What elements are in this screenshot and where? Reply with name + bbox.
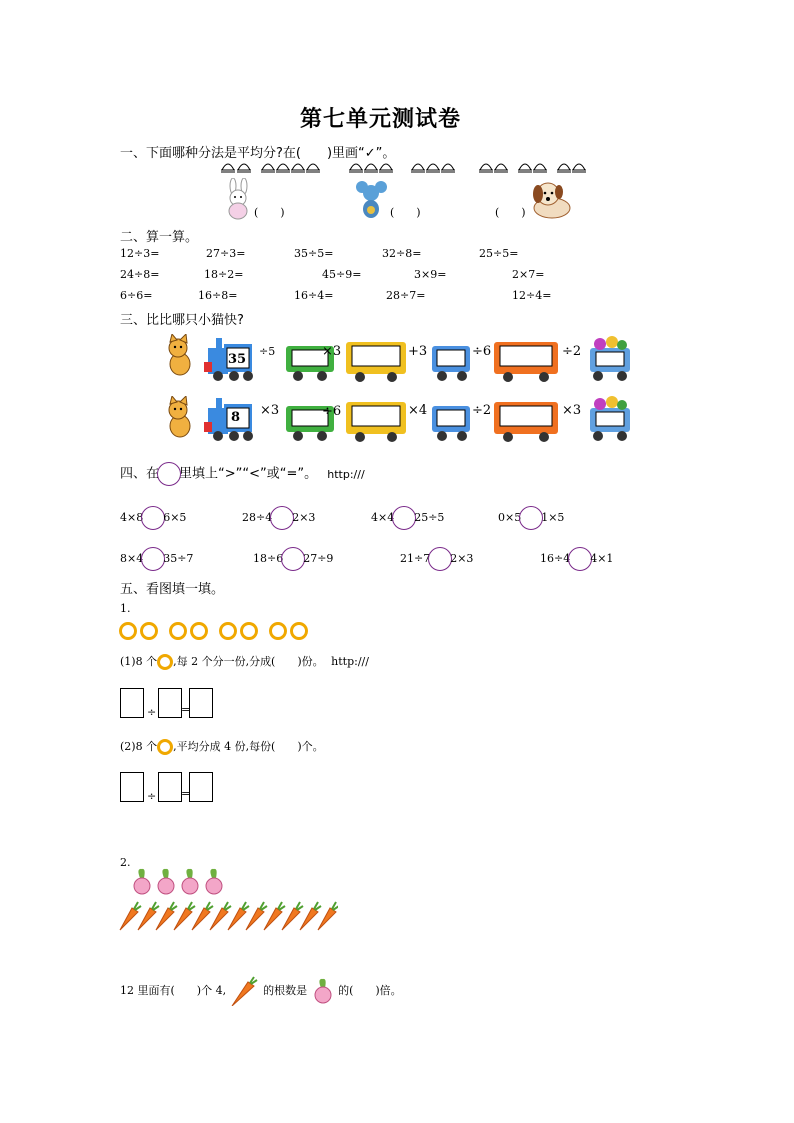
compare-item: 4×8 6×5 bbox=[120, 506, 186, 530]
compare-answer-circle[interactable] bbox=[270, 506, 294, 530]
answer-paren-3[interactable]: ( ) bbox=[495, 206, 526, 219]
compare-item: 28÷4 2×3 bbox=[242, 506, 315, 530]
cat-icon bbox=[160, 334, 200, 376]
train1-op: ÷5 bbox=[259, 345, 276, 358]
section1-heading: 一、下面哪种分法是平均分?在( )里画“✓”。 bbox=[120, 146, 396, 161]
train2-start-value: 8 bbox=[231, 410, 241, 425]
answer-box[interactable] bbox=[158, 772, 182, 802]
answer-box[interactable] bbox=[189, 688, 213, 718]
q1-part1: (1)8 个 ,每 2 个分一份,分成( )份。 http:/// bbox=[120, 655, 369, 668]
watermark-link: http:/// bbox=[327, 467, 365, 481]
section4-heading: 四、在 里填上“>”“<”或“=”。 http:/// bbox=[120, 462, 365, 486]
section5-heading: 五、看图填一填。 bbox=[120, 582, 225, 597]
calc-item: 16÷4= bbox=[294, 289, 334, 302]
answer-paren-2[interactable]: ( ) bbox=[390, 206, 421, 219]
answer-box[interactable] bbox=[120, 688, 144, 718]
train1-start-value: 35 bbox=[228, 352, 247, 367]
carrot-row bbox=[118, 900, 338, 936]
calc-item: 12÷4= bbox=[512, 289, 552, 302]
section2-heading: 二、算一算。 bbox=[120, 230, 199, 245]
train2-op: ×3 bbox=[260, 403, 280, 418]
train-2 bbox=[202, 394, 642, 444]
page-title: 第七单元测试卷 bbox=[300, 106, 462, 132]
equals-sign: = bbox=[181, 787, 191, 800]
calc-item: 3×9= bbox=[414, 268, 447, 281]
radish-icon bbox=[311, 978, 335, 1004]
compare-answer-circle[interactable] bbox=[519, 506, 543, 530]
answer-box[interactable] bbox=[158, 688, 182, 718]
ring-icon bbox=[169, 622, 187, 640]
compare-item: 8×4 35÷7 bbox=[120, 547, 193, 571]
question-number: 2. bbox=[120, 856, 131, 869]
divide-sign: ÷ bbox=[147, 706, 157, 719]
compare-circle-icon bbox=[157, 462, 181, 486]
divide-sign: ÷ bbox=[147, 790, 157, 803]
compare-answer-circle[interactable] bbox=[141, 547, 165, 571]
train2-op: ÷2 bbox=[472, 403, 492, 418]
calc-item: 24÷8= bbox=[120, 268, 160, 281]
ring-icon bbox=[269, 622, 287, 640]
compare-item: 4×4 25÷5 bbox=[371, 506, 444, 530]
answer-box[interactable] bbox=[189, 772, 213, 802]
ring-icon bbox=[190, 622, 208, 640]
q1-part2: (2)8 个 ,平均分成 4 份,每份( )个。 bbox=[120, 740, 324, 753]
mouse-icon bbox=[355, 178, 389, 220]
calc-item: 27÷3= bbox=[206, 247, 246, 260]
calc-item: 25÷5= bbox=[479, 247, 519, 260]
calc-item: 18÷2= bbox=[204, 268, 244, 281]
ring-icon bbox=[157, 654, 173, 670]
compare-answer-circle[interactable] bbox=[281, 547, 305, 571]
calc-item: 35÷5= bbox=[294, 247, 334, 260]
ring-icon bbox=[140, 622, 158, 640]
compare-item: 21÷7 2×3 bbox=[400, 547, 473, 571]
question-number: 1. bbox=[120, 602, 131, 615]
calc-item: 28÷7= bbox=[386, 289, 426, 302]
calc-item: 12÷3= bbox=[120, 247, 160, 260]
train2-op: ×3 bbox=[562, 403, 582, 418]
calc-item: 32÷8= bbox=[382, 247, 422, 260]
train2-op: ÷6 bbox=[322, 404, 342, 419]
cat-icon bbox=[160, 396, 200, 438]
answer-box[interactable] bbox=[120, 772, 144, 802]
compare-answer-circle[interactable] bbox=[141, 506, 165, 530]
compare-item: 0×5 1×5 bbox=[498, 506, 564, 530]
ring-icon bbox=[290, 622, 308, 640]
compare-answer-circle[interactable] bbox=[568, 547, 592, 571]
ring-icon bbox=[240, 622, 258, 640]
compare-answer-circle[interactable] bbox=[392, 506, 416, 530]
calc-item: 6÷6= bbox=[120, 289, 153, 302]
peach-icon bbox=[221, 164, 235, 172]
calc-item: 16÷8= bbox=[198, 289, 238, 302]
radish-icon bbox=[134, 869, 150, 894]
ring-icon bbox=[219, 622, 237, 640]
train1-op: ÷2 bbox=[562, 344, 582, 359]
calc-item: 2×7= bbox=[512, 268, 545, 281]
ring-icon bbox=[157, 739, 173, 755]
train1-op: ×3 bbox=[322, 344, 342, 359]
compare-item: 16÷4 4×1 bbox=[540, 547, 613, 571]
train1-op: ÷6 bbox=[472, 344, 492, 359]
answer-paren-1[interactable]: ( ) bbox=[254, 206, 285, 219]
train2-op: ×4 bbox=[408, 403, 428, 418]
calc-item: 45÷9= bbox=[322, 268, 362, 281]
section3-heading: 三、比比哪只小猫快? bbox=[120, 313, 244, 328]
carrot-icon bbox=[230, 976, 260, 1006]
radish-row bbox=[130, 868, 230, 898]
q2-question: 12 里面有( )个 4, 的根数是 的( )倍。 bbox=[120, 976, 402, 1006]
compare-answer-circle[interactable] bbox=[428, 547, 452, 571]
peach-groups-illustration bbox=[220, 156, 600, 178]
equals-sign: = bbox=[181, 703, 191, 716]
train1-op: +3 bbox=[408, 344, 428, 359]
ring-icon bbox=[119, 622, 137, 640]
train-1 bbox=[202, 334, 642, 384]
rabbit-icon bbox=[222, 178, 256, 220]
compare-item: 18÷6 27÷9 bbox=[253, 547, 333, 571]
dog-icon bbox=[530, 180, 574, 220]
